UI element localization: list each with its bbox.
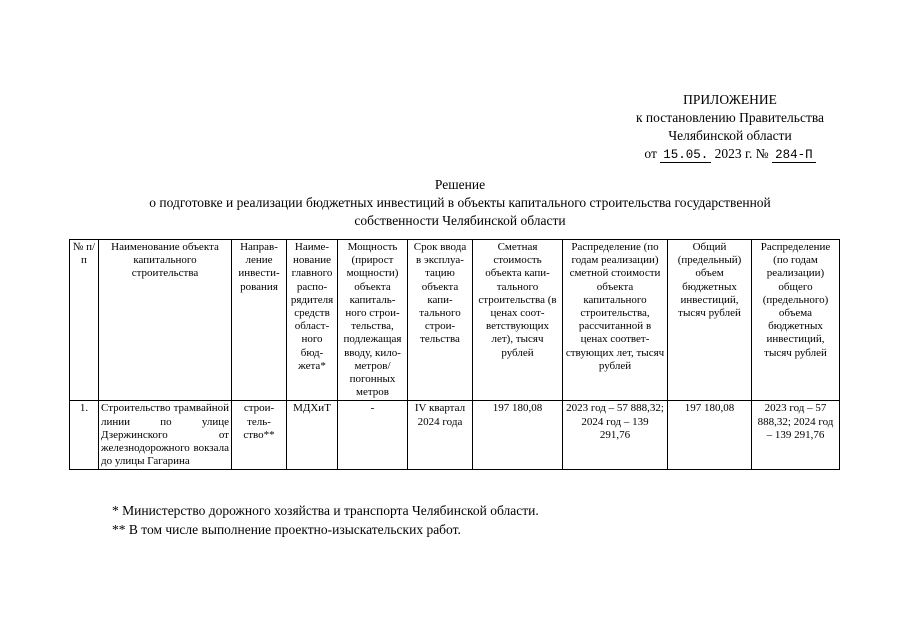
- appendix-line-1: к постановлению Правительства: [635, 110, 825, 125]
- header-object-name: Наименование объекта капитального строительства: [99, 240, 232, 401]
- header-direction: Направ-ление инвести-рования: [232, 240, 287, 401]
- footnote-1: * Министерство дорожного хозяйства и транспорта Челябинской области.: [112, 503, 539, 518]
- row-total-volume: 197 180,08: [668, 401, 752, 470]
- row-budget-manager: МДХиТ: [287, 401, 338, 470]
- appendix-line-2: Челябинской области: [668, 128, 792, 143]
- header-capacity: Мощность (прирост мощности) объекта капиталь-ного строи-тельства, подлежащая вводу, кило-метров/ погонных метров: [338, 240, 408, 401]
- row-direction: строи-тель-ство**: [232, 401, 287, 470]
- row-cost-distribution: 2023 год – 57 888,32; 2024 год – 139 291,76: [563, 401, 668, 470]
- appendix-date-line: [644, 145, 815, 164]
- header-deadline: Срок ввода в эксплуа-тацию объекта капи-тального строи-тельства: [408, 240, 473, 401]
- decision-subtitle-line-1: о подготовке и реализации бюджетных инвестиций в объекты капитального строительства государственной: [149, 195, 771, 210]
- header-number: № п/п: [70, 240, 99, 401]
- row-capacity: -: [338, 401, 408, 470]
- date-prefix: от: [644, 146, 657, 161]
- header-investment-distribution: Распределение (по годам реализации) общего (предельного) объема бюджетных инвестиций, тысяч рублей: [752, 240, 840, 401]
- document-number: 284-П: [772, 148, 816, 163]
- table-row: [70, 401, 840, 470]
- investment-table: [69, 239, 840, 470]
- appendix-title: ПРИЛОЖЕНИЕ: [683, 92, 777, 107]
- appendix-block: [600, 91, 860, 164]
- date-value: 15.05.: [660, 148, 711, 163]
- decision-subtitle-line-2: собственности Челябинской области: [354, 213, 566, 228]
- row-investment-distribution: 2023 год – 57 888,32; 2024 год – 139 291,76: [752, 401, 840, 470]
- header-budget-manager: Наиме-нование главного распо-рядителя средств област-ного бюд-жета*: [287, 240, 338, 401]
- decision-heading: Решение: [434, 177, 486, 192]
- date-year: 2023 г. №: [714, 146, 769, 161]
- table-header-row: [70, 240, 840, 401]
- header-estimated-cost: Сметная стоимость объекта капи-тального строительства (в ценах соот-ветствующих лет), тысяч рублей: [473, 240, 563, 401]
- footnote-2: ** В том числе выполнение проектно-изыскательских работ.: [112, 522, 461, 537]
- row-object-name: Строительство трамвайной линии по улице Дзержинского от железнодорожного вокзала до улицы Гагарина: [99, 401, 232, 470]
- footnotes: [112, 501, 539, 539]
- row-estimated-cost: 197 180,08: [473, 401, 563, 470]
- row-number: 1.: [70, 401, 99, 470]
- header-cost-distribution: Распределение (по годам реализации) сметной стоимости объекта капитального строительства, рассчитанной в ценах соответ-ствующих лет, тысяч рублей: [563, 240, 668, 401]
- header-total-volume: Общий (предельный) объем бюджетных инвестиций, тысяч рублей: [668, 240, 752, 401]
- decision-title-block: [100, 176, 820, 230]
- row-deadline: IV квартал 2024 года: [408, 401, 473, 470]
